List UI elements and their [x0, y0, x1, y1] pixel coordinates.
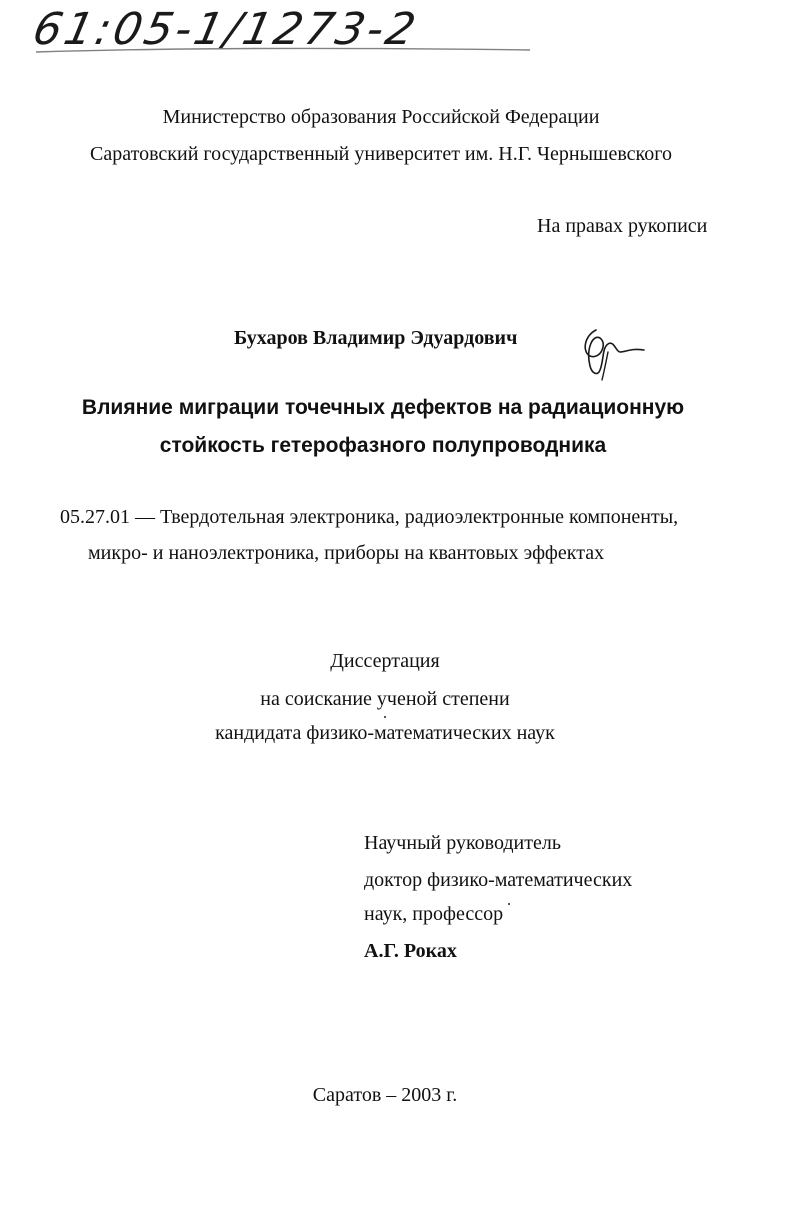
- archive-code-underline: [30, 0, 550, 60]
- archive-code: 61:05-1/1273-2: [28, 4, 423, 55]
- specialty-line-1: 05.27.01 — Твердотельная электроника, радиоэлектронные компоненты,: [60, 506, 679, 528]
- ministry-name: Министерство образования Российской Федерации: [162, 106, 600, 128]
- university-name: Саратовский государственный университет им. Н.Г. Чернышевского: [90, 143, 672, 165]
- supervisor-title-line-1: доктор физико-математических: [364, 869, 633, 891]
- dissertation-title-line-1: Влияние миграции точечных дефектов на радиационную: [81, 396, 685, 419]
- manuscript-note: На правах рукописи: [537, 215, 708, 237]
- supervisor-title-line-2: наук, профессор: [364, 903, 504, 925]
- dissertation-title-line-2: стойкость гетерофазного полупроводника: [159, 434, 607, 457]
- city-year: Саратов – 2003 г.: [312, 1084, 458, 1106]
- degree-field: кандидата физико-математических наук: [215, 722, 555, 744]
- degree-type: Диссертация: [330, 650, 440, 672]
- specialty-line-2: микро- и наноэлектроника, приборы на квантовых эффектах: [88, 542, 605, 564]
- scan-speck: [508, 903, 510, 905]
- signature: [578, 322, 648, 382]
- degree-purpose: на соискание ученой степени: [260, 688, 510, 710]
- scan-speck: [384, 716, 386, 718]
- supervisor-role: Научный руководитель: [364, 832, 561, 854]
- author-name: Бухаров Владимир Эдуардович: [234, 327, 518, 349]
- supervisor-name: А.Г. Роках: [364, 940, 457, 962]
